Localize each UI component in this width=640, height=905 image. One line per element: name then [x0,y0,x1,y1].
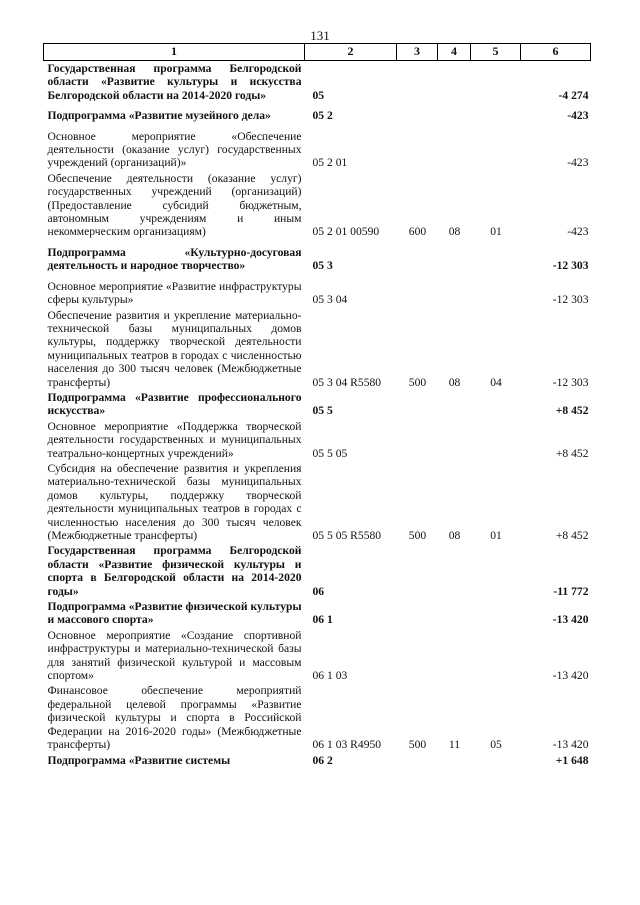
row-col-5: 01 [490,529,502,542]
table-row [44,274,591,308]
row-description: Государственная программа Белгородской области «Развитие физической культуры и спорта в Белгородской области на 2014-2020 годы» [47,544,302,598]
row-col-3 [397,543,438,599]
row-code: 06 1 [312,613,333,627]
table-row [44,419,591,461]
row-code: 05 5 [312,404,333,418]
row-col-3 [397,240,438,274]
row-col-5: 04 [490,375,502,389]
table-row [44,628,591,684]
row-amount: -13 420 [552,669,589,683]
row-description: Финансовое обеспечение мероприятий федеральной целевой программы «Развитие физической культуры и спорта в Российской Федерации на 2016-2020 годы» (Межбюджетные трансферты) [47,684,302,752]
table-row [44,599,591,628]
budget-table [43,43,591,768]
row-amount: -11 772 [553,584,589,598]
row-col-3: 500 [408,529,427,542]
row-description: Основное мероприятие «Развитие инфраструктуры сферы культуры» [47,279,302,307]
row-col-3 [397,390,438,419]
table-row [44,390,591,419]
row-col-5 [471,390,521,419]
table-row [44,124,591,171]
row-description: Государственная программа Белгородской области «Развитие культуры и искусства Белгородской области на 2014-2020 годы» [47,62,302,102]
table-row [44,461,591,543]
row-col-4: 08 [448,375,461,389]
row-code: 06 2 [312,753,333,767]
row-col-3 [397,61,438,104]
row-amount: +8 452 [555,446,589,460]
row-description: Подпрограмма «Развитие музейного дела» [47,109,271,123]
row-amount: -423 [567,156,589,170]
row-code: 05 3 [312,259,333,273]
row-code: 05 2 [312,109,333,123]
row-col-5: 05 [490,738,502,752]
row-col-3: 500 [408,375,427,389]
row-col-4: 11 [448,738,461,752]
table-row [44,308,591,390]
row-col-5 [471,599,521,628]
row-code: 05 3 04 R5580 [312,375,382,389]
row-col-3 [397,274,438,308]
row-col-5 [471,103,521,123]
row-amount: -12 303 [552,293,589,307]
row-col-5: 01 [490,225,502,239]
row-col-4 [438,103,471,123]
row-description: Основное мероприятие «Создание спортивной инфраструктуры и материально-технической базы для занятий физической культурой и массовым спортом» [47,628,302,683]
row-description: Подпрограмма «Культурно-досуговая деятельность и народное творчество» [47,245,302,273]
row-col-4 [438,628,471,684]
table-row [44,543,591,599]
row-description: Субсидия на обеспечение развития и укрепления материально-технической базы муниципальных домов культуры, поддержку творческой деятельности муниципальных театров в городах с численностью населения до 300 тысяч человек (Межбюджетные трансферты) [47,461,302,542]
row-col-3: 500 [408,738,427,752]
table-row [44,103,591,123]
row-col-3 [397,753,438,768]
row-amount: -423 [567,225,589,239]
row-col-4 [438,274,471,308]
row-code: 05 [312,88,325,102]
row-description: Подпрограмма «Развитие системы [47,753,231,767]
row-amount: -4 274 [558,88,589,102]
row-description: Основное мероприятие «Поддержка творческой деятельности государственных и муниципальных театрально-концертных учреждений» [47,419,302,460]
row-amount: -12 303 [552,259,589,273]
table-row [44,171,591,240]
header-col-6: 6 [521,44,591,61]
row-col-4 [438,543,471,599]
row-code: 05 5 05 [312,446,348,460]
row-col-3 [397,628,438,684]
row-code: 06 1 03 R4950 [312,738,382,752]
row-col-4 [438,390,471,419]
row-amount: +8 452 [555,404,589,418]
row-col-5 [471,543,521,599]
row-col-3 [397,124,438,171]
row-col-5 [471,124,521,171]
header-col-3: 3 [397,44,438,61]
row-amount: -13 420 [552,738,589,752]
row-code: 05 5 05 R5580 [312,529,382,542]
row-col-4 [438,61,471,104]
row-col-5 [471,419,521,461]
row-col-4 [438,124,471,171]
row-col-5 [471,274,521,308]
row-code: 05 2 01 [312,156,348,170]
row-amount: -13 420 [552,613,589,627]
row-description: Подпрограмма «Развитие физической культуры и массового спорта» [47,600,302,627]
header-col-2: 2 [305,44,397,61]
row-amount: +1 648 [555,753,589,767]
header-col-5: 5 [471,44,521,61]
row-col-5 [471,753,521,768]
row-description: Обеспечение деятельности (оказание услуг) государственных учреждений (организаций) (Предоставление субсидий бюджетным, автономным учреждениям и иным некоммерческим организациям) [47,171,302,239]
row-description: Основное мероприятие «Обеспечение деятельности (оказание услуг) государственных учреждений (организаций)» [47,129,302,170]
row-amount: -12 303 [552,375,589,389]
row-code: 05 3 04 [312,293,348,307]
row-col-5 [471,628,521,684]
row-description: Обеспечение развития и укрепление материально-технической базы муниципальных домов культуры, поддержку творческой деятельности муниципальных театров в городах с численностью населения до 300 тысяч человек (Межбюджетные трансферты) [47,308,302,389]
row-amount: -423 [567,109,589,123]
row-col-4 [438,599,471,628]
row-col-4 [438,419,471,461]
table-row [44,61,591,104]
table-row [44,240,591,274]
row-col-4: 08 [448,529,461,542]
row-col-3 [397,599,438,628]
page-number: 131 [310,28,330,43]
row-col-3 [397,419,438,461]
header-col-4: 4 [438,44,471,61]
row-code: 06 1 03 [312,669,348,683]
table-header-row [44,44,591,61]
row-col-5 [471,61,521,104]
row-col-5 [471,240,521,274]
header-col-1: 1 [44,44,305,61]
row-code: 06 [312,584,325,598]
row-col-4 [438,240,471,274]
row-col-3 [397,103,438,123]
row-col-3: 600 [408,225,427,239]
row-col-4: 08 [448,225,461,239]
table-row [44,753,591,768]
row-amount: +8 452 [555,529,589,542]
table-row [44,683,591,752]
row-description: Подпрограмма «Развитие профессионального искусства» [47,390,302,418]
row-code: 05 2 01 00590 [312,225,380,239]
row-col-4 [438,753,471,768]
